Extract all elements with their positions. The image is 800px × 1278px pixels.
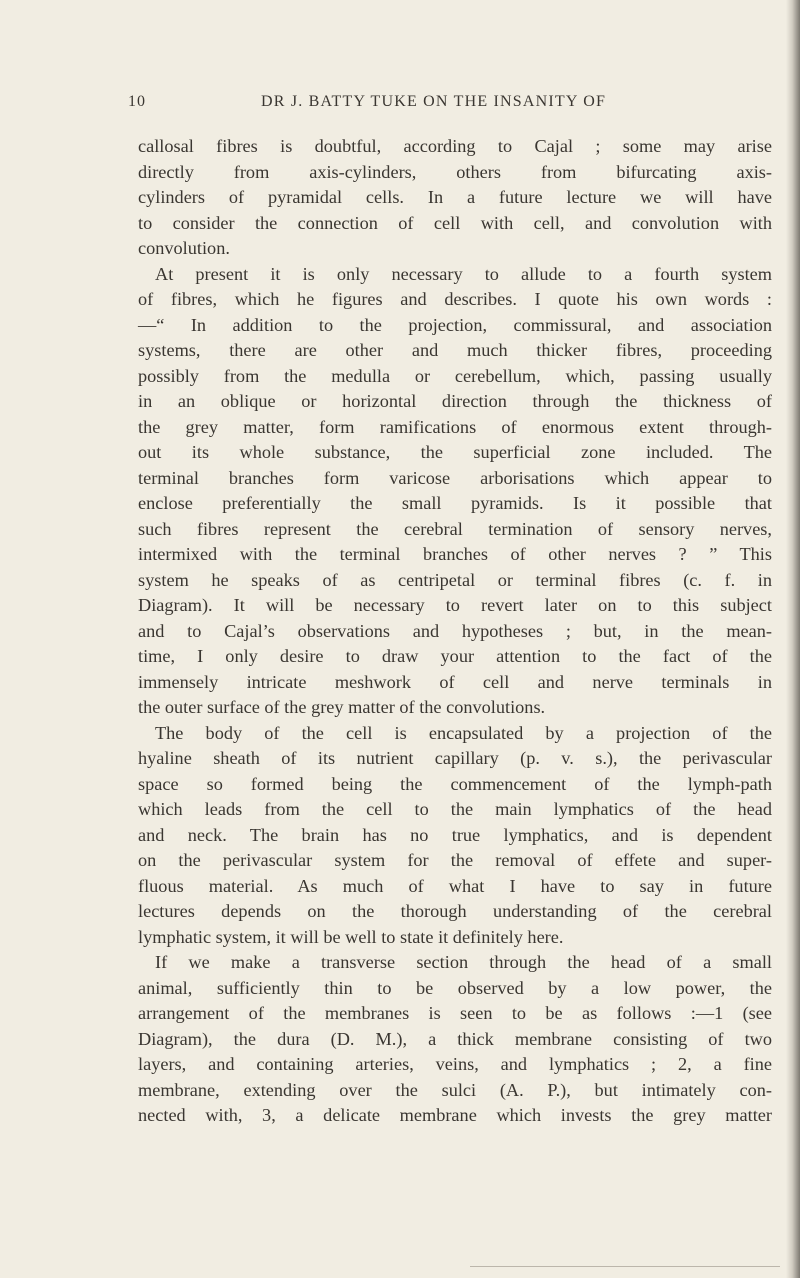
text-line: terminal branches form varicose arborisations which appear to [138, 467, 772, 488]
text-line: system he speaks of as centripetal or terminal fibres (c. f. in [138, 569, 772, 590]
body-text [138, 134, 772, 1129]
running-title: DR J. BATTY TUKE ON THE INSANITY OF [261, 93, 607, 110]
text-line: enclose preferentially the small pyramids. Is it possible that [138, 493, 772, 513]
text-line: immensely intricate meshwork of cell and nerve terminals in [138, 671, 772, 692]
text-line: arrangement of the membranes is seen to be as follows :—1 (see [138, 1003, 772, 1023]
text-line: callosal fibres is doubtful, according to Cajal ; some may arise [138, 136, 772, 156]
text-line: and to Cajal’s observations and hypotheses ; but, in the mean- [138, 620, 772, 641]
running-header [128, 93, 788, 115]
text-line: animal, sufficiently thin to be observed by a low power, the [138, 977, 772, 998]
text-line: —“ In addition to the projection, commissural, and association [138, 314, 772, 335]
text-line: space so formed being the commencement of the lymph-path [138, 773, 772, 794]
text-line: the outer surface of the grey matter of the convolutions. [138, 697, 546, 717]
text-line: Diagram). It will be necessary to revert later on to this subject [138, 595, 772, 615]
text-line: the grey matter, form ramifications of enormous extent through- [138, 416, 772, 437]
text-line: which leads from the cell to the main lymphatics of the head [138, 799, 772, 819]
text-line: If we make a transverse section through the head of a small [155, 952, 772, 972]
text-line: hyaline sheath of its nutrient capillary (p. v. s.), the perivascular [138, 748, 772, 768]
text-line: directly from axis-cylinders, others from bifurcating axis- [138, 161, 772, 182]
text-line: The body of the cell is encapsulated by a projection of the [155, 722, 772, 743]
text-line: Diagram), the dura (D. M.), a thick membrane consisting of two [138, 1028, 772, 1049]
text-line: lectures depends on the thorough understanding of the cerebral [138, 901, 772, 921]
text-line: At present it is only necessary to allude to a fourth system [155, 263, 772, 284]
text-line: time, I only desire to draw your attention to the fact of the [138, 646, 772, 666]
text-line: out its whole substance, the superficial zone included. The [138, 442, 772, 462]
page-edge-shadow [786, 0, 800, 1278]
text-line: of fibres, which he figures and describes. I quote his own words : [138, 289, 772, 309]
page-number: 10 [128, 93, 146, 110]
text-line: nected with, 3, a delicate membrane which invests the grey matter [138, 1105, 772, 1125]
text-line: in an oblique or horizontal direction through the thickness of [138, 391, 772, 411]
text-line: lymphatic system, it will be well to state it definitely here. [138, 926, 564, 947]
text-line: fluous material. As much of what I have to say in future [138, 875, 772, 896]
text-line: possibly from the medulla or cerebellum, which, passing usually [138, 365, 772, 386]
text-line: layers, and containing arteries, veins, and lymphatics ; 2, a fine [138, 1054, 772, 1074]
text-line: convolution. [138, 238, 230, 258]
text-line: membrane, extending over the sulci (A. P.), but intimately con- [138, 1079, 772, 1100]
page-bottom-edge [470, 1266, 780, 1267]
text-line: to consider the connection of cell with cell, and convolution with [138, 212, 772, 233]
text-line: systems, there are other and much thicker fibres, proceeding [138, 340, 772, 360]
text-line: cylinders of pyramidal cells. In a future lecture we will have [138, 187, 772, 207]
text-line: and neck. The brain has no true lymphatics, and is dependent [138, 824, 772, 845]
text-line: on the perivascular system for the removal of effete and super- [138, 850, 772, 870]
text-line: intermixed with the terminal branches of other nerves ? ” This [138, 544, 772, 564]
text-line: such fibres represent the cerebral termination of sensory nerves, [138, 518, 772, 539]
